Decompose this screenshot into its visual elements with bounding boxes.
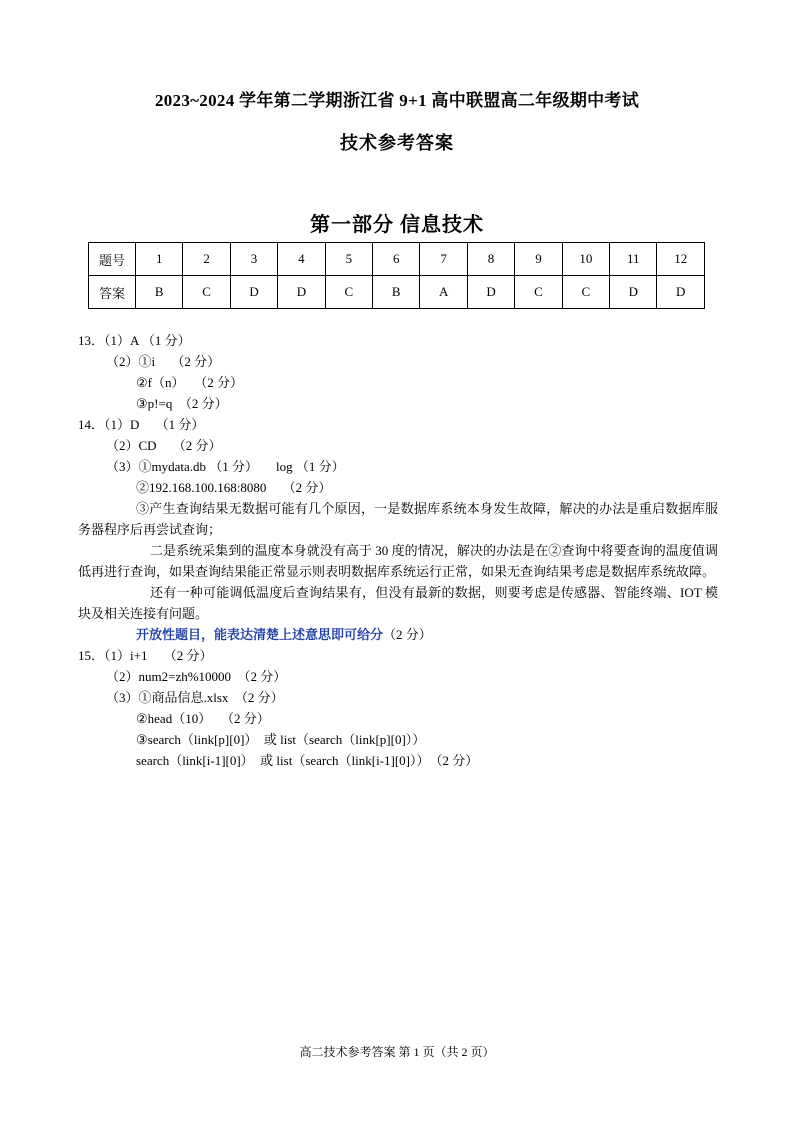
question-number-cell: 2 [183,243,230,276]
q14-part2: （2）CD （2 分） [106,438,222,453]
q15-part3-3: ③search（link[p][0]） 或 list（search（link[p][0]）） [136,732,426,747]
question-number-cell: 5 [325,243,372,276]
answer-cell: D [610,276,657,309]
answer-cell: D [230,276,277,309]
q14-explanation-3: 还有一种可能调低温度后查询结果有，但没有最新的数据，则要考虑是传感器、智能终端、IOT 模块及相关连接有问题。 [78,585,718,621]
question-number-cell: 11 [610,243,657,276]
q14-part1: 14．（1）D （1 分） [78,417,205,432]
question-14 [78,414,718,645]
row-label-question-number: 题号 [89,243,136,276]
grading-note-points: （2 分） [383,627,432,642]
q13-part2-1: （2）①i （2 分） [106,354,221,369]
answer-cell: B [373,276,420,309]
answer-row [89,276,705,309]
document-subtitle: 技术参考答案 [340,133,454,153]
q14-part3-1b: log （1 分） [276,459,345,474]
q14-part3-2: ②192.168.100.168:8080 （2 分） [136,480,332,495]
grading-note-text: 开放性题目，能表达清楚上述意思即可给分 [136,627,384,642]
question-number-cell: 12 [657,243,705,276]
question-number-cell: 1 [136,243,183,276]
answer-cell: C [562,276,609,309]
row-label-answer: 答案 [89,276,136,309]
q13-part1: 13．（1）A （1 分） [78,333,191,348]
question-number-cell: 8 [467,243,514,276]
answer-cell: C [183,276,230,309]
answer-cell: D [278,276,325,309]
question-number-row [89,243,705,276]
question-number-cell: 7 [420,243,467,276]
q15-part2: （2）num2=zh%10000 （2 分） [106,669,287,684]
answer-cell: C [325,276,372,309]
question-number-cell: 4 [278,243,325,276]
q15-part3-1: （3）①商品信息.xlsx （2 分） [106,690,284,705]
q15-part1: 15．（1）i+1 （2 分） [78,648,213,663]
answer-cell: B [136,276,183,309]
question-15 [78,645,718,771]
answer-cell: D [657,276,705,309]
answer-table [88,242,705,309]
answer-cell: C [515,276,562,309]
answer-body [78,330,718,771]
page-footer: 高二技术参考答案 第 1 页（共 2 页） [299,1045,495,1059]
q15-part3-4: search（link[i-1][0]） 或 list（search（link[i-1][0]）） （2 分） [136,753,479,768]
q13-part2-3: ③p!=q （2 分） [136,396,228,411]
question-number-cell: 3 [230,243,277,276]
question-number-cell: 10 [562,243,609,276]
section-heading: 第一部分 信息技术 [310,214,484,236]
q13-part2-2: ②f（n） （2 分） [136,375,243,390]
question-number-cell: 9 [515,243,562,276]
q15-part3-2: ②head（10） （2 分） [136,711,270,726]
q14-part3-1a: （3）①mydata.db （1 分） [106,459,259,474]
q14-explanation-2: 二是系统采集到的温度本身就没有高于 30 度的情况，解决的办法是在②查询中将要查询的温度值调低再进行查询，如果查询结果能正常显示则表明数据库系统运行正常，如果无查询结果考虑是数据库系统故障。 [78,543,718,579]
question-number-cell: 6 [373,243,420,276]
answer-cell: D [467,276,514,309]
q14-part3-1 [78,456,718,477]
answer-cell: A [420,276,467,309]
question-13 [78,330,718,414]
grading-note [78,624,718,645]
document-title: 2023~2024 学年第二学期浙江省 9+1 高中联盟高二年级期中考试 [154,91,640,110]
q14-explanation-1: ③产生查询结果无数据可能有几个原因，一是数据库系统本身发生故障，解决的办法是重启数据库服务器程序后再尝试查询； [78,501,718,537]
